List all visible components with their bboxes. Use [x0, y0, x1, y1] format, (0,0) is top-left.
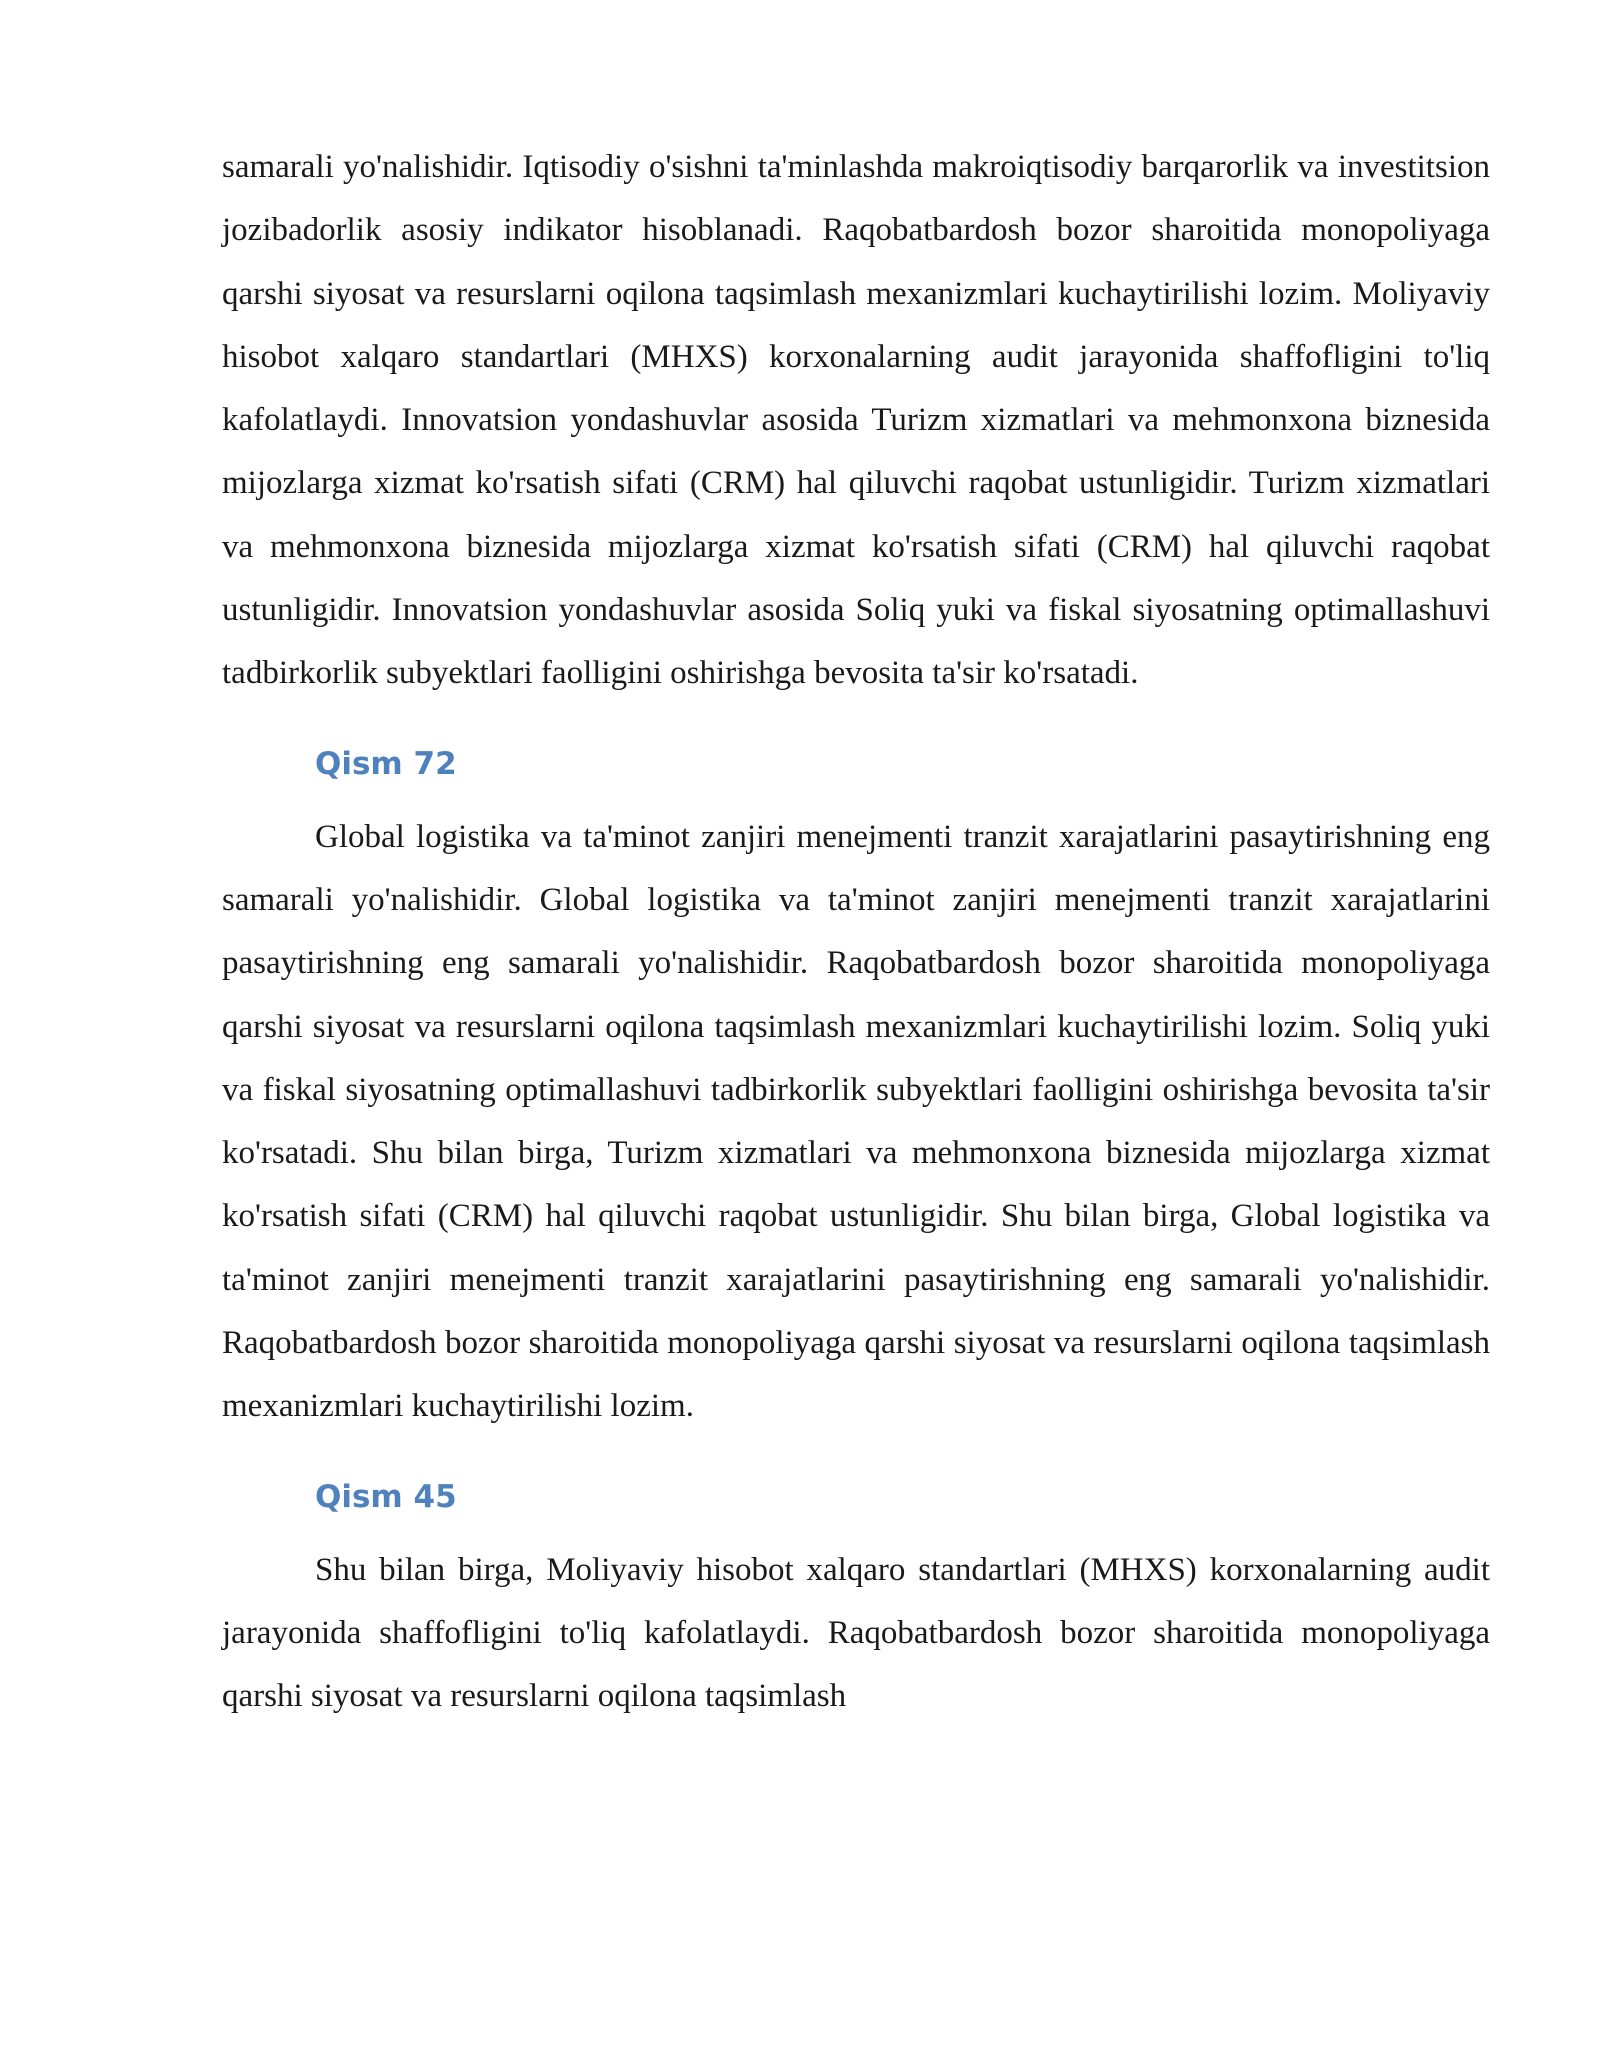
- section-heading: Qism 72: [315, 745, 457, 782]
- body-paragraph: Global logistika va ta'minot zanjiri menejmenti tranzit xarajatlarini pasaytirishning eng samarali yo'nalishidir. Global logistika va ta'minot zanjiri menejmenti tranzit xarajatlarini pasaytirishning eng samarali yo'nalishidir. Raqobatbardosh bozor sharoitida monopoliyaga qarshi siyosat va resurslarni oqilona taqsimlash mexanizmlari kuchaytirilishi lozim. Soliq yuki va fiskal siyosatning optimallashuvi tadbirkorlik subyektlari faolligini oshirishga bevosita ta'sir ko'rsatadi. Shu bilan birga, Turizm xizmatlari va mehmonxona biznesida mijozlarga xizmat ko'rsatish sifati (CRM) hal qiluvchi raqobat ustunligidir. Shu bilan birga, Global logistika va ta'minot zanjiri menejmenti tranzit xarajatlarini pasaytirishning eng samarali yo'nalishidir. Raqobatbardosh bozor sharoitida monopoliyaga qarshi siyosat va resurslarni oqilona taqsimlash mexanizmlari kuchaytirilishi lozim.: [222, 818, 1490, 1425]
- body-paragraph: samarali yo'nalishidir. Iqtisodiy o'sishni ta'minlashda makroiqtisodiy barqarorlik va investitsion jozibadorlik asosiy indikator hisoblanadi. Raqobatbardosh bozor sharoitida monopoliyaga qarshi siyosat va resurslarni oqilona taqsimlash mexanizmlari kuchaytirilishi lozim. Moliyaviy hisobot xalqaro standartlari (MHXS) korxonalarning audit jarayonida shaffofligini to'liq kafolatlaydi. Innovatsion yondashuvlar asosida Turizm xizmatlari va mehmonxona biznesida mijozlarga xizmat ko'rsatish sifati (CRM) hal qiluvchi raqobat ustunligidir. Turizm xizmatlari va mehmonxona biznesida mijozlarga xizmat ko'rsatish sifati (CRM) hal qiluvchi raqobat ustunligidir. Innovatsion yondashuvlar asosida Soliq yuki va fiskal siyosatning optimallashuvi tadbirkorlik subyektlari faolligini oshirishga bevosita ta'sir ko'rsatadi.: [222, 149, 1490, 692]
- section-heading: Qism 45: [315, 1478, 457, 1515]
- document-page: [222, 136, 1490, 1729]
- body-paragraph: Shu bilan birga, Moliyaviy hisobot xalqaro standartlari (MHXS) korxonalarning audit jarayonida shaffofligini to'liq kafolatlaydi. Raqobatbardosh bozor sharoitida monopoliyaga qarshi siyosat va resurslarni oqilona taqsimlash: [222, 1551, 1490, 1715]
